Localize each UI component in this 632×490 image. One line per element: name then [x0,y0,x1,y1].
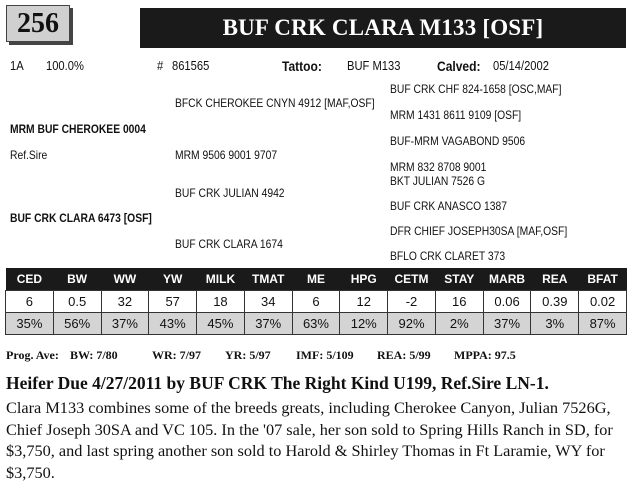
epd-value: 32 [101,291,149,313]
epd-header: BW [53,268,101,291]
epd-value: 18 [197,291,245,313]
progeny-yr: YR: 5/97 [225,348,271,362]
epd-header: CETM [388,268,436,291]
epd-header: YW [149,268,197,291]
pedigree-sd: MRM 9506 9001 9707 [175,148,278,162]
epd-header: MARB [483,268,531,291]
epd-percentile: 43% [149,313,197,335]
progeny-label: Prog. Ave: [6,348,59,362]
epd-value: 6 [6,291,54,313]
epd-value: 0.39 [531,291,579,313]
epd-value: 12 [340,291,388,313]
progeny-wr: WR: 7/97 [152,348,201,362]
pedigree-sdd: MRM 832 8708 9001 [390,160,487,174]
pedigree-dds: DFR CHIEF JOSEPH30SA [MAF,OSF] [390,224,568,238]
epd-percentile: 37% [244,313,292,335]
percent: 100.0% [46,58,84,73]
epd-header: MILK [197,268,245,291]
animal-name-banner: BUF CRK CLARA M133 [OSF] [140,8,626,48]
progeny-bw: BW: 7/80 [70,348,118,362]
epd-percentile: 37% [101,313,149,335]
pedigree-ss: BFCK CHEROKEE CNYN 4912 [MAF,OSF] [175,96,375,110]
epd-value: 6 [292,291,340,313]
lot-number: 256 [6,5,70,42]
epd-percentile: 56% [53,313,101,335]
epd-value: 0.02 [579,291,627,313]
calved-label: Calved: [437,58,481,74]
epd-header-row [6,268,627,291]
epd-value: 0.06 [483,291,531,313]
pedigree-sire: MRM BUF CHEROKEE 0004 [10,122,146,136]
progeny-rea: REA: 5/99 [377,348,431,362]
epd-percentile: 3% [531,313,579,335]
epd-header: WW [101,268,149,291]
epd-percentile: 12% [340,313,388,335]
epd-percentile: 2% [435,313,483,335]
animal-id: 1A [10,58,24,73]
epd-header: CED [6,268,54,291]
pedigree-sds: BUF-MRM VAGABOND 9506 [390,134,526,148]
epd-value: 34 [244,291,292,313]
progeny-mppa: MPPA: 97.5 [454,348,516,362]
calved-date: 05/14/2002 [493,58,549,73]
pedigree-ddd: BFLO CRK CLARET 373 [390,249,506,263]
epd-header: ME [292,268,340,291]
epd-percentile: 37% [483,313,531,335]
epd-percentile-row [6,313,627,335]
epd-header: TMAT [244,268,292,291]
pedigree-dsd: BUF CRK ANASCO 1387 [390,199,508,213]
epd-header: BFAT [579,268,627,291]
epd-table [5,268,627,335]
epd-header: REA [531,268,579,291]
epd-percentile: 45% [197,313,245,335]
pedigree-ssd: MRM 1431 8611 9109 [OSF] [390,108,522,122]
reg-prefix: # [157,58,164,73]
epd-value: 16 [435,291,483,313]
tattoo-label: Tattoo: [282,58,322,74]
epd-percentile: 63% [292,313,340,335]
epd-value: 0.5 [53,291,101,313]
epd-value: 57 [149,291,197,313]
epd-percentile: 87% [579,313,627,335]
pedigree-sss: BUF CRK CHF 824-1658 [OSC,MAF] [390,82,562,96]
pedigree-ds: BUF CRK JULIAN 4942 [175,186,285,200]
epd-percentile: 92% [388,313,436,335]
progeny-imf: IMF: 5/109 [296,348,354,362]
epd-header: STAY [435,268,483,291]
epd-values-row [6,291,627,313]
pedigree-sire-ref: Ref.Sire [10,148,48,162]
epd-header: HPG [340,268,388,291]
breeding-headline: Heifer Due 4/27/2011 by BUF CRK The Right Kind U199, Ref.Sire LN-1. [6,373,549,393]
pedigree-dam: BUF CRK CLARA 6473 [OSF] [10,211,152,225]
lot-description: Clara M133 combines some of the breeds greats, including Cherokee Canyon, Julian 7526G, Chief Joseph 30SA and VC 105. In the '07 sale, her son sold to Spring Hills Ranch in SD, for $3,750, and last spring another son sold to Harold & Shirley Thomas in Ft Laramie, WY for $3,750. [6,398,613,482]
pedigree-dd: BUF CRK CLARA 1674 [175,237,283,251]
epd-value: -2 [388,291,436,313]
reg-number: 861565 [172,58,210,73]
pedigree-dss: BKT JULIAN 7526 G [390,174,486,188]
tattoo: BUF M133 [347,58,401,73]
epd-percentile: 35% [6,313,54,335]
